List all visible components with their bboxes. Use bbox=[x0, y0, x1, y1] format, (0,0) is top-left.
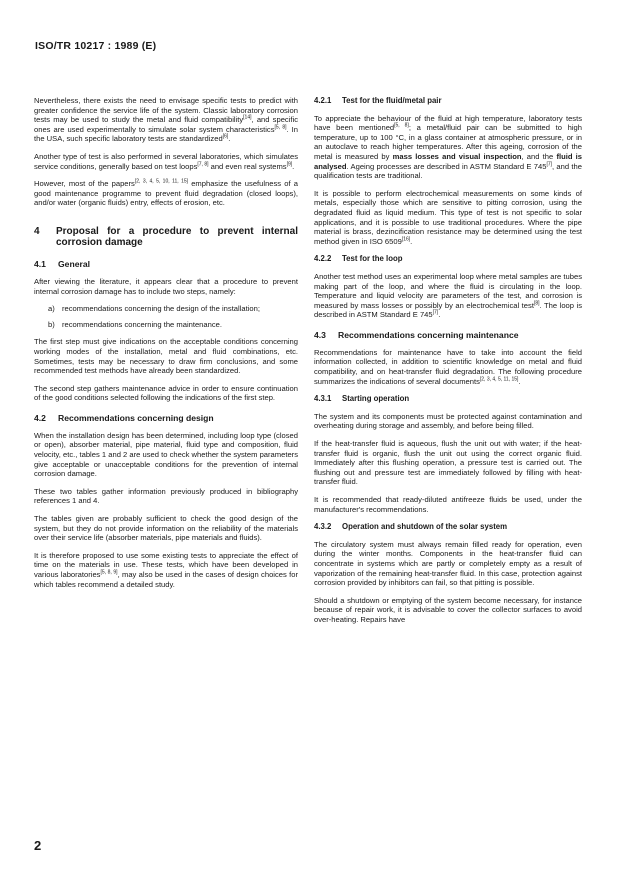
paragraph-two-steps: After viewing the literature, it appears clear that a procedure to prevent internal corrosion damage has to include two steps, namely: bbox=[34, 276, 298, 296]
right-column bbox=[314, 96, 582, 633]
paragraph-maintenance-recommendations: Recommendations for maintenance have to take into account the field information collected, in addition to scientific knowledge on metal and fluid compatibility, and on heat-transfer fluid degradation. The following procedure summarizes the indications of several documents[2, 3, 4, 5, 11, 15]. bbox=[314, 347, 582, 386]
paragraph-second-step: The second step gathers maintenance advice in order to ensure continuation of the good conditions selected following the indications of the first step. bbox=[34, 383, 298, 403]
paragraph-installation-design: When the installation design has been determined, including loop type (closed or open), absorber material, pipe material, fluid type and composition, fluid velocity, etc., tables 1 and 2 are used to check whether the system parameters give acceptable or unacceptable conditions for the prevention of internal corrosion damage. bbox=[34, 430, 298, 479]
document-header: ISO/TR 10217 : 1989 (E) bbox=[35, 40, 157, 52]
paragraph-fluid-metal-test: To appreciate the behaviour of the fluid at high temperature, laboratory tests have been mentioned[5, 8]; a metal/fluid pair can be submitted to high temperature, up to 100 °C, in a glass container at atmospheric pressure, or in an autoclave to reach higher temperatures. After this ageing, corrosion of the metal is measured by mass losses and visual inspection, and the fluid is analysed. Ageing processes are described in ASTM Standard E 745[7], and the qualification tests are traditional. bbox=[314, 113, 582, 181]
paragraph-first-step: The first step must give indications on the acceptable conditions concerning working modes of the installation, metal and fluid combinations, etc. Sometimes, tests may be necessary to draw firm conclusions, and some recommended test methods have already been standardized. bbox=[34, 337, 298, 376]
page-number: 2 bbox=[34, 838, 42, 853]
paragraph-loop-test: Another test method uses an experimental loop where metal samples are tubes making part of the loop, and where the fluid is circulating in the loop. Temperature and liquid velocity are parameters of the test, and corrosion is measured by mass losses or possibly by an electrochemical test[8]. The loop is described in ASTM Standard E 745[7]. bbox=[314, 271, 583, 320]
section-4-3-heading: 4.3 Recommendations concerning maintenance bbox=[314, 329, 519, 340]
paragraph-test-loops: Another type of test is also performed in several laboratories, which simulates service conditions, generally based on test loops[7, 8] and even real systems[9]. bbox=[34, 151, 298, 171]
section-4-2-heading: 4.2 Recommendations concerning design bbox=[34, 412, 214, 423]
paragraph-tables-sufficient: The tables given are probably sufficient to check the good design of the system, but they do not provide information on the reliability of the materials over their service life (absorber materials, pipe materials and fluids). bbox=[34, 514, 298, 543]
paragraph-circulatory-system: The circulatory system must always remain filled ready for operation, even during the winter months. Components in the heat-transfer fluid can concentrate in systems which are partly or completely empty as a result of vaporization of the remaining heat-transfer fluid. In this case, protection against corrosion provided by inhibitors can fail, so that pitting is possible. bbox=[314, 539, 582, 588]
section-4-2-2-heading: 4.2.2 Test for the loop bbox=[314, 254, 403, 264]
section-4-3-2-heading: 4.3.2 Operation and shutdown of the solar system bbox=[314, 522, 508, 532]
paragraph-service-life: Nevertheless, there exists the need to envisage specific tests to predict with greater confidence the service life of the system. Classic laboratory corrosion tests may be used to study the metal and fluid compatibility[14], and specific ones are used experimentally to simulate solar system characteristics[5, 8]. In the USA, such specific laboratory tests are standardized[6]. bbox=[34, 96, 298, 144]
left-column bbox=[34, 96, 298, 597]
steps-list bbox=[34, 304, 298, 329]
paragraph-protection: The system and its components must be protected against contamination and overheating during storage and assembly, and before being filled. bbox=[314, 411, 582, 431]
paragraph-electrochemical: It is possible to perform electrochemical measurements on some kinds of metals, especially those which are sensitive to pitting corrosion, using the degradated fluid as liquid medium. This type of test is not specific to solar applications, and it is possible to use traditional procedures. Where the pipe material is brass, dezincification resistance may be determined using the test method given in ISO 6509[16]. bbox=[314, 188, 582, 246]
paragraph-two-tables: These two tables gather information previously produced in bibliography references 1 and 4. bbox=[34, 486, 298, 506]
paragraph-flushing: If the heat-transfer fluid is aqueous, flush the unit out with water; if the heat-transfer fluid is organic, flush the unit out using the correct organic fluid. Immediately after this flushing operation, a pressure test is carried out. The flushing out and pressure test are immediately followed by filling with heat-transfer fluid. bbox=[314, 439, 582, 487]
section-4-1-heading: 4.1 General bbox=[34, 258, 91, 269]
paragraph-shutdown: Should a shutdown or emptying of the system become necessary, for instance because of repair work, it is advisable to cover the collector surfaces to avoid over-heating. Repairs have bbox=[314, 595, 582, 624]
paragraph-existing-tests: It is therefore proposed to use some existing tests to appreciate the effect of time on the materials in use. These tests, which have been developed in various laboratories[5, 8, 9], may also be used in the cases of design choices for which tables recommend a detailed study. bbox=[34, 550, 298, 589]
paragraph-maintenance-programme: However, most of the papers[2, 3, 4, 5, 10, 11, 15] emphasize the usefulness of a good maintenance programme to prevent fluid degradation (closed loops), and/or water (organic fluids) entry, effects of erosion, etc. bbox=[34, 178, 298, 208]
list-item: b) recommendations concerning the maintenance. bbox=[48, 319, 222, 329]
section-4-2-1-heading: 4.2.1 Test for the fluid/metal pair bbox=[314, 96, 442, 105]
paragraph-antifreeze: It is recommended that ready-diluted antifreeze fluids be used, under the manufacturer's recommendations. bbox=[314, 495, 582, 514]
section-4-heading: 4 Proposal for a procedure to prevent internal corrosion damage bbox=[34, 225, 298, 249]
section-4-3-1-heading: 4.3.1 Starting operation bbox=[314, 394, 410, 404]
list-item: a) recommendations concerning the design of the installation; bbox=[48, 304, 260, 314]
